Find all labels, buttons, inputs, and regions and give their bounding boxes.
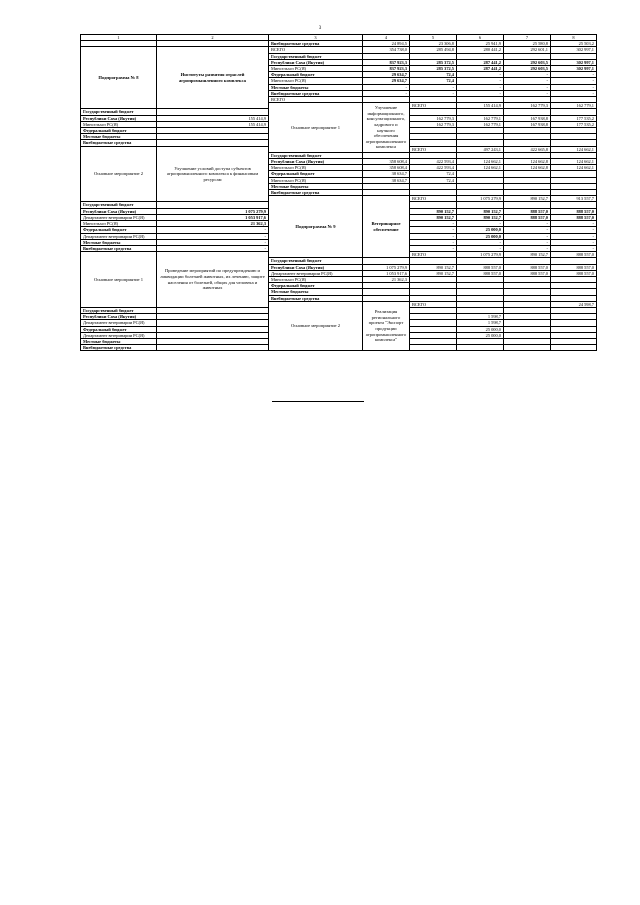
- amount-cell-year-4: 124 662,8: [504, 165, 551, 171]
- program-title-cell: Улучшение информационного, консультационного, кадрового и научного обеспечения агропромышленного комплекса: [363, 103, 410, 153]
- amount-cell-year-1: 837 923,3: [363, 66, 410, 72]
- amount-cell-year-1: 38 634,7: [363, 171, 410, 177]
- budget-table: [80, 34, 597, 351]
- amount-cell-year-5: 124 662,1: [551, 165, 597, 171]
- amount-cell-year-5: 888 557,0: [551, 264, 597, 270]
- amount-cell-year-1: 354 738,0: [363, 47, 410, 53]
- amount-cell-year-1: 358 608,4: [363, 159, 410, 165]
- column-number-1: 1: [81, 35, 157, 41]
- amount-cell-year-4: 25 580,8: [504, 41, 551, 47]
- funding-source-cell: Федеральный бюджет: [269, 283, 363, 289]
- amount-cell-year-4: -: [504, 72, 551, 78]
- amount-cell-year-2: 162 779,3: [410, 121, 457, 127]
- amount-cell-year-1: 38 634,7: [363, 177, 410, 183]
- amount-cell-year-5: 888 557,0: [551, 214, 597, 220]
- column-number-8: 8: [551, 35, 597, 41]
- amount-cell-year-1: 1 075 279,9: [363, 264, 410, 270]
- amount-cell-year-3: [457, 345, 504, 351]
- amount-cell-year-1: 1 053 917,6: [363, 270, 410, 276]
- amount-cell-year-1: 21 362,3: [157, 221, 269, 227]
- amount-cell-year-3: 24 598,7: [551, 301, 597, 307]
- amount-cell-year-3: 25 941,9: [457, 41, 504, 47]
- amount-cell-year-1: 155 414,9: [157, 121, 269, 127]
- amount-cell-year-1: 155 414,9: [457, 103, 504, 109]
- amount-cell-year-4: [504, 345, 551, 351]
- amount-cell-year-2: 422 593,4: [410, 165, 457, 171]
- funding-source-cell: ВСЕГО: [410, 252, 457, 258]
- amount-cell-year-1: 1 075 279,9: [457, 196, 504, 202]
- amount-cell-year-4: -: [504, 90, 551, 96]
- funding-source-cell: Государственный бюджет: [269, 152, 363, 158]
- amount-cell-year-3: 913 557,7: [551, 196, 597, 202]
- funding-source-cell: Внебюджетные средства: [81, 345, 157, 351]
- amount-cell-year-2: -: [410, 221, 457, 227]
- amount-cell-year-5: -: [551, 72, 597, 78]
- amount-cell-year-5: -: [551, 239, 597, 245]
- funding-source-cell: Местные бюджеты: [269, 84, 363, 90]
- column-number-3: 3: [269, 35, 363, 41]
- amount-cell-year-2: 72,4: [410, 78, 457, 84]
- funding-source-cell: Республики Саха (Якутия): [81, 115, 157, 121]
- amount-cell-year-2: -: [410, 245, 457, 251]
- amount-cell-year-3: -: [457, 239, 504, 245]
- amount-cell-year-2: -: [410, 239, 457, 245]
- amount-cell-year-2: -: [410, 227, 457, 233]
- amount-cell-year-3: -: [457, 221, 504, 227]
- amount-cell-year-1: 29 634,7: [363, 78, 410, 84]
- program-title-cell: Проведение мероприятий по предупреждению и ликвидации болезней животных, их лечению, защите населения от болезней, общих для человека и животных: [157, 252, 269, 308]
- amount-cell-year-3: 25 000,0: [457, 233, 504, 239]
- amount-cell-year-3: 162 779,1: [457, 115, 504, 121]
- amount-cell-year-1: 1 053 917,6: [157, 214, 269, 220]
- amount-cell-year-4: 888 557,0: [504, 208, 551, 214]
- funding-source-cell: Республики Саха (Якутия): [81, 314, 157, 320]
- funding-source-cell: Федеральный бюджет: [81, 227, 157, 233]
- program-title-cell: Ветеринарное обеспечение: [363, 196, 410, 258]
- program-title-cell: Реализация регионального проекта "Экспорт продукции агропромышленного комплекса": [363, 301, 410, 351]
- funding-source-cell: Республики Саха (Якутия): [269, 59, 363, 65]
- amount-cell-year-2: 162 779,3: [504, 103, 551, 109]
- funding-source-cell: ВСЕГО: [410, 301, 457, 307]
- amount-cell-year-2: 890 152,7: [410, 208, 457, 214]
- amount-cell-year-2: 422 665,8: [504, 146, 551, 152]
- amount-cell-year-3: 162 779,1: [551, 103, 597, 109]
- amount-cell-year-5: 302 997,1: [551, 59, 597, 65]
- amount-cell-year-2: 285 494,8: [410, 47, 457, 53]
- funding-source-cell: Минсельхоз РС(Я): [269, 165, 363, 171]
- amount-cell-year-1: 837 923,3: [363, 59, 410, 65]
- column-number-6: 6: [457, 35, 504, 41]
- funding-source-cell: Внебюджетные средства: [269, 90, 363, 96]
- amount-cell-year-5: 124 662,1: [551, 159, 597, 165]
- amount-cell-year-4: 292 603,5: [504, 66, 551, 72]
- funding-source-cell: Федеральный бюджет: [269, 72, 363, 78]
- program-code-cell: Основное мероприятие 1: [81, 252, 157, 308]
- amount-cell-year-4: -: [504, 78, 551, 84]
- amount-cell-year-3: 124 662,1: [457, 159, 504, 165]
- amount-cell-year-5: 25 503,2: [551, 41, 597, 47]
- amount-cell-year-3: 162 779,1: [457, 121, 504, 127]
- funding-source-cell: Местные бюджеты: [269, 289, 363, 295]
- amount-cell-year-3: -: [457, 90, 504, 96]
- funding-source-cell: Федеральный бюджет: [81, 326, 157, 332]
- amount-cell-year-2: -: [410, 90, 457, 96]
- amount-cell-year-3: 890 152,7: [457, 208, 504, 214]
- amount-cell-year-4: -: [504, 84, 551, 90]
- amount-cell-year-5: 177 535,2: [551, 121, 597, 127]
- funding-source-cell: Местные бюджеты: [269, 183, 363, 189]
- funding-source-cell: Внебюджетные средства: [81, 140, 157, 146]
- funding-source-cell: Местные бюджеты: [81, 338, 157, 344]
- column-number-2: 2: [157, 35, 269, 41]
- amount-cell-year-3: 124 662,1: [551, 146, 597, 152]
- amount-cell-year-1: 358 608,4: [363, 165, 410, 171]
- funding-source-cell: Государственный бюджет: [269, 53, 363, 59]
- amount-cell-year-1: -: [363, 90, 410, 96]
- amount-cell-year-3: 287 441,2: [457, 66, 504, 72]
- amount-cell-year-2: 72,4: [410, 177, 457, 183]
- program-code-cell: Основное мероприятие 2: [81, 146, 157, 202]
- funding-source-cell: ВСЕГО: [410, 196, 457, 202]
- funding-source-cell: Внебюджетные средства: [269, 190, 363, 196]
- amount-cell-year-3: 888 557,0: [457, 264, 504, 270]
- footer-divider: [272, 401, 364, 402]
- funding-source-cell: Федеральный бюджет: [81, 128, 157, 134]
- amount-cell-year-1: 21 362,3: [363, 276, 410, 282]
- column-number-7: 7: [504, 35, 551, 41]
- funding-source-cell: Минсельхоз РС(Я): [81, 121, 157, 127]
- amount-cell-year-2: 890 152,7: [504, 252, 551, 258]
- funding-source-cell: Департамент ветеринарии РС(Я): [81, 332, 157, 338]
- program-code-cell: Основное мероприятие 1: [269, 103, 363, 153]
- program-title-cell: Улучшение условий доступа субъектов агропромышленного комплекса к финансовым ресурсам: [157, 146, 269, 202]
- amount-cell-year-3: 888 557,0: [551, 252, 597, 258]
- amount-cell-year-3: 287 441,2: [457, 59, 504, 65]
- amount-cell-year-2: 285 372,5: [410, 66, 457, 72]
- column-number-4: 4: [363, 35, 410, 41]
- amount-cell-year-2: -: [410, 233, 457, 239]
- amount-cell-year-4: 888 557,0: [504, 270, 551, 276]
- funding-source-cell: Государственный бюджет: [269, 258, 363, 264]
- amount-cell-year-1: 155 414,9: [157, 115, 269, 121]
- amount-cell-year-4: -: [504, 245, 551, 251]
- amount-cell-year-4: 167 938,8: [504, 115, 551, 121]
- amount-cell-year-1: -: [157, 239, 269, 245]
- amount-cell-year-3: 25 000,0: [457, 227, 504, 233]
- amount-cell-year-5: 888 557,0: [551, 208, 597, 214]
- amount-cell-year-2: 23 306,8: [410, 41, 457, 47]
- funding-source-cell: Государственный бюджет: [81, 307, 157, 313]
- amount-cell-year-1: -: [157, 245, 269, 251]
- funding-source-cell: Внебюджетные средства: [269, 295, 363, 301]
- amount-cell-year-4: 167 938,8: [504, 121, 551, 127]
- amount-cell-year-2: [410, 345, 457, 351]
- amount-cell-year-2: 72,4: [410, 72, 457, 78]
- amount-cell-year-3: 1 598,7: [457, 320, 504, 326]
- amount-cell-year-1: -: [157, 233, 269, 239]
- amount-cell-year-4: -: [504, 233, 551, 239]
- funding-source-cell: Республики Саха (Якутия): [81, 208, 157, 214]
- funding-source-cell: Департамент ветеринарии РС(Я): [269, 270, 363, 276]
- funding-source-cell: ВСЕГО: [269, 47, 363, 53]
- amount-cell-year-2: -: [410, 84, 457, 90]
- funding-source-cell: Департамент ветеринарии РС(Я): [81, 320, 157, 326]
- amount-cell-year-5: 302 997,1: [551, 47, 597, 53]
- amount-cell-year-3: 888 557,0: [457, 270, 504, 276]
- amount-cell-year-4: 292 601,1: [504, 47, 551, 53]
- funding-source-cell: Минсельхоз РС(Я): [269, 177, 363, 183]
- funding-source-cell: Местные бюджеты: [81, 239, 157, 245]
- amount-cell-year-3: -: [457, 84, 504, 90]
- amount-cell-year-3: 25 000,0: [457, 332, 504, 338]
- funding-source-cell: Республики Саха (Якутия): [269, 159, 363, 165]
- amount-cell-year-2: 890 152,7: [410, 264, 457, 270]
- amount-cell-year-2: 890 152,7: [410, 270, 457, 276]
- amount-cell-year-5: 888 557,0: [551, 270, 597, 276]
- amount-cell-year-5: -: [551, 78, 597, 84]
- amount-cell-year-4: -: [504, 221, 551, 227]
- amount-cell-year-1: 29 634,7: [363, 72, 410, 78]
- amount-cell-year-4: 124 662,8: [504, 159, 551, 165]
- funding-source-cell: Минсельхоз РС(Я): [269, 66, 363, 72]
- amount-cell-year-4: 888 557,0: [504, 214, 551, 220]
- funding-source-cell: ВСЕГО: [410, 146, 457, 152]
- amount-cell-year-1: [157, 345, 269, 351]
- amount-cell-year-1: 497 243,1: [457, 146, 504, 152]
- amount-cell-year-3: 890 152,7: [457, 214, 504, 220]
- table-body: [81, 35, 597, 351]
- funding-source-cell: Минсельхоз РС(Я): [269, 276, 363, 282]
- amount-cell-year-4: 888 557,0: [504, 264, 551, 270]
- amount-cell-year-3: 280 441,2: [457, 47, 504, 53]
- amount-cell-year-2: 422 593,4: [410, 159, 457, 165]
- amount-cell-year-5: -: [551, 90, 597, 96]
- amount-cell-year-3: 1 598,7: [457, 314, 504, 320]
- funding-source-cell: Государственный бюджет: [81, 109, 157, 115]
- page-number: 3: [318, 26, 322, 31]
- funding-source-cell: Государственный бюджет: [81, 202, 157, 208]
- amount-cell-year-1: -: [157, 227, 269, 233]
- amount-cell-year-2: 72,4: [410, 171, 457, 177]
- funding-source-cell: Минсельхоз РС(Я): [81, 221, 157, 227]
- funding-source-cell: Внебюджетные средства: [81, 245, 157, 251]
- amount-cell-year-2: 890 152,7: [410, 214, 457, 220]
- program-code-cell: Основное мероприятие 2: [269, 301, 363, 351]
- amount-cell-year-4: -: [504, 239, 551, 245]
- amount-cell-year-3: -: [457, 78, 504, 84]
- amount-cell-year-5: -: [551, 227, 597, 233]
- funding-source-cell: Местные бюджеты: [81, 134, 157, 140]
- program-code-cell: Подпрограмма № 9: [269, 196, 363, 258]
- column-number-5: 5: [410, 35, 457, 41]
- amount-cell-year-3: 25 000,0: [457, 326, 504, 332]
- amount-cell-year-3: -: [457, 245, 504, 251]
- funding-source-cell: Департамент ветеринарии РС(Я): [81, 214, 157, 220]
- funding-source-cell: Минсельхоз РС(Я): [269, 78, 363, 84]
- amount-cell-year-1: -: [363, 84, 410, 90]
- amount-cell-year-2: 890 152,7: [504, 196, 551, 202]
- funding-source-cell: Внебюджетные средства: [269, 41, 363, 47]
- funding-source-cell: Республики Саха (Якутия): [269, 264, 363, 270]
- amount-cell-year-5: -: [551, 245, 597, 251]
- program-code-cell: Подпрограмма № 8: [81, 47, 157, 109]
- amount-cell-year-5: -: [551, 233, 597, 239]
- amount-cell-year-1: 1 075 279,9: [457, 252, 504, 258]
- amount-cell-year-2: 285 372,5: [410, 59, 457, 65]
- amount-cell-year-1: 24 894,5: [363, 41, 410, 47]
- funding-source-cell: ВСЕГО: [269, 97, 363, 103]
- amount-cell-year-5: 302 997,1: [551, 66, 597, 72]
- amount-cell-year-4: 292 603,5: [504, 59, 551, 65]
- program-title-cell: Институты развития отраслей агропромышленного комплекса: [157, 47, 269, 109]
- amount-cell-year-1: 1 075 279,9: [157, 208, 269, 214]
- funding-source-cell: Департамент ветеринарии РС(Я): [81, 233, 157, 239]
- funding-source-cell: ВСЕГО: [410, 103, 457, 109]
- amount-cell-year-5: [551, 345, 597, 351]
- amount-cell-year-5: -: [551, 84, 597, 90]
- amount-cell-year-3: -: [457, 72, 504, 78]
- funding-source-cell: Федеральный бюджет: [269, 171, 363, 177]
- amount-cell-year-4: -: [504, 227, 551, 233]
- amount-cell-year-5: -: [551, 221, 597, 227]
- amount-cell-year-5: 177 535,2: [551, 115, 597, 121]
- amount-cell-year-2: 162 779,3: [410, 115, 457, 121]
- amount-cell-year-3: 124 662,1: [457, 165, 504, 171]
